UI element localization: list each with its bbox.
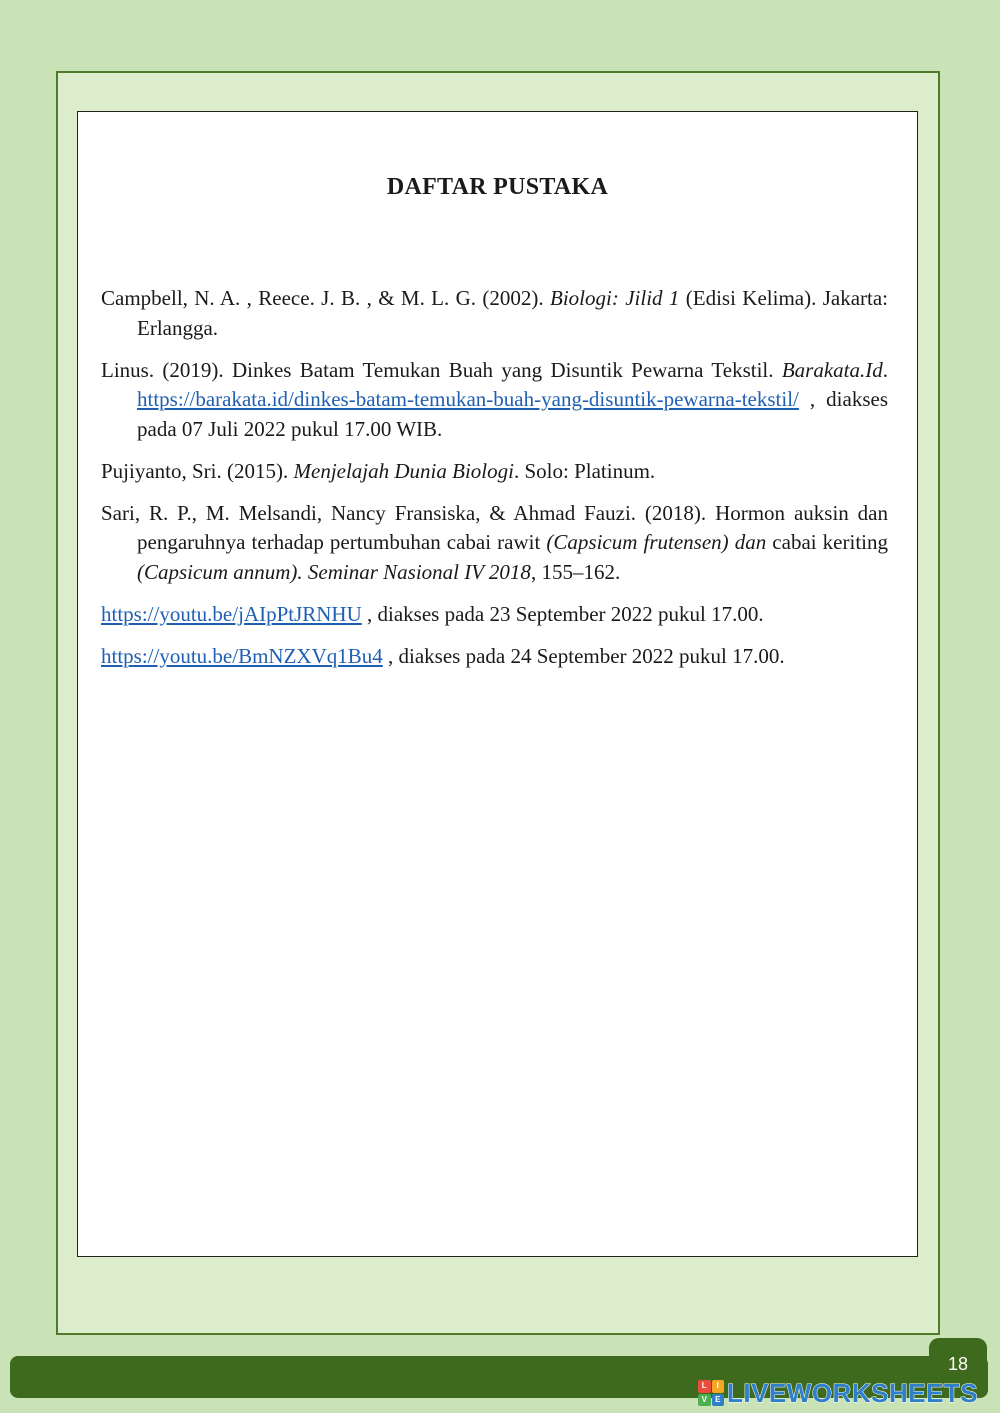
reference-link-youtube-1[interactable]: https://youtu.be/jAIpPtJRNHU bbox=[101, 601, 362, 626]
reference-pujiyanto: Pujiyanto, Sri. (2015). Menjelajah Dunia Biologi. Solo: Platinum. bbox=[101, 458, 656, 483]
reference-linus: Linus. (2019). Dinkes Batam Temukan Buah yang Disuntik Pewarna Tekstil. Barakata.Id. https://barakata.id/dinkes-batam-temukan-buah-yang-disuntik-pewarna-tekstil/ , diakses pada 07 Juli 2022 pukul 17.00 WIB. bbox=[101, 357, 888, 441]
reference-sari: Sari, R. P., M. Melsandi, Nancy Fransiska, & Ahmad Fauzi. (2018). Hormon auksin dan pengaruhnya terhadap pertumbuhan cabai rawit (Capsicum frutensen) dan cabai keriting (Capsicum annum). Seminar Nasional IV 2018, 155–162. bbox=[101, 500, 888, 584]
book-title: Biologi: Jilid 1 bbox=[550, 286, 680, 310]
page-title: DAFTAR PUSTAKA bbox=[386, 174, 609, 200]
liveworksheets-wordmark: LIVEWORKSHEETS bbox=[727, 1378, 979, 1408]
reference-youtube-1: https://youtu.be/jAIpPtJRNHU , diakses pada 23 September 2022 pukul 17.00. bbox=[101, 601, 764, 626]
reference-youtube-2: https://youtu.be/BmNZXVq1Bu4 , diakses pada 24 September 2022 pukul 17.00. bbox=[101, 643, 785, 668]
page-number: 18 bbox=[947, 1354, 969, 1374]
reference-campbell: Campbell, N. A. , Reece. J. B. , & M. L. G. (2002). Biologi: Jilid 1 (Edisi Kelima). Jakarta: Erlangga. bbox=[101, 286, 889, 340]
reference-link-youtube-2[interactable]: https://youtu.be/BmNZXVq1Bu4 bbox=[101, 643, 383, 668]
document-page bbox=[77, 111, 918, 1257]
liveworksheets-logo[interactable] bbox=[698, 1378, 978, 1408]
source-title: Barakata.Id bbox=[781, 357, 883, 382]
reference-link-barakata[interactable]: https://barakata.id/dinkes-batam-temukan-buah-yang-disuntik-pewarna-tekstil/ bbox=[137, 387, 799, 411]
liveworksheets-icon: L I V E bbox=[698, 1380, 724, 1406]
reference-list bbox=[101, 284, 888, 684]
book-title: Menjelajah Dunia Biologi bbox=[293, 458, 514, 483]
